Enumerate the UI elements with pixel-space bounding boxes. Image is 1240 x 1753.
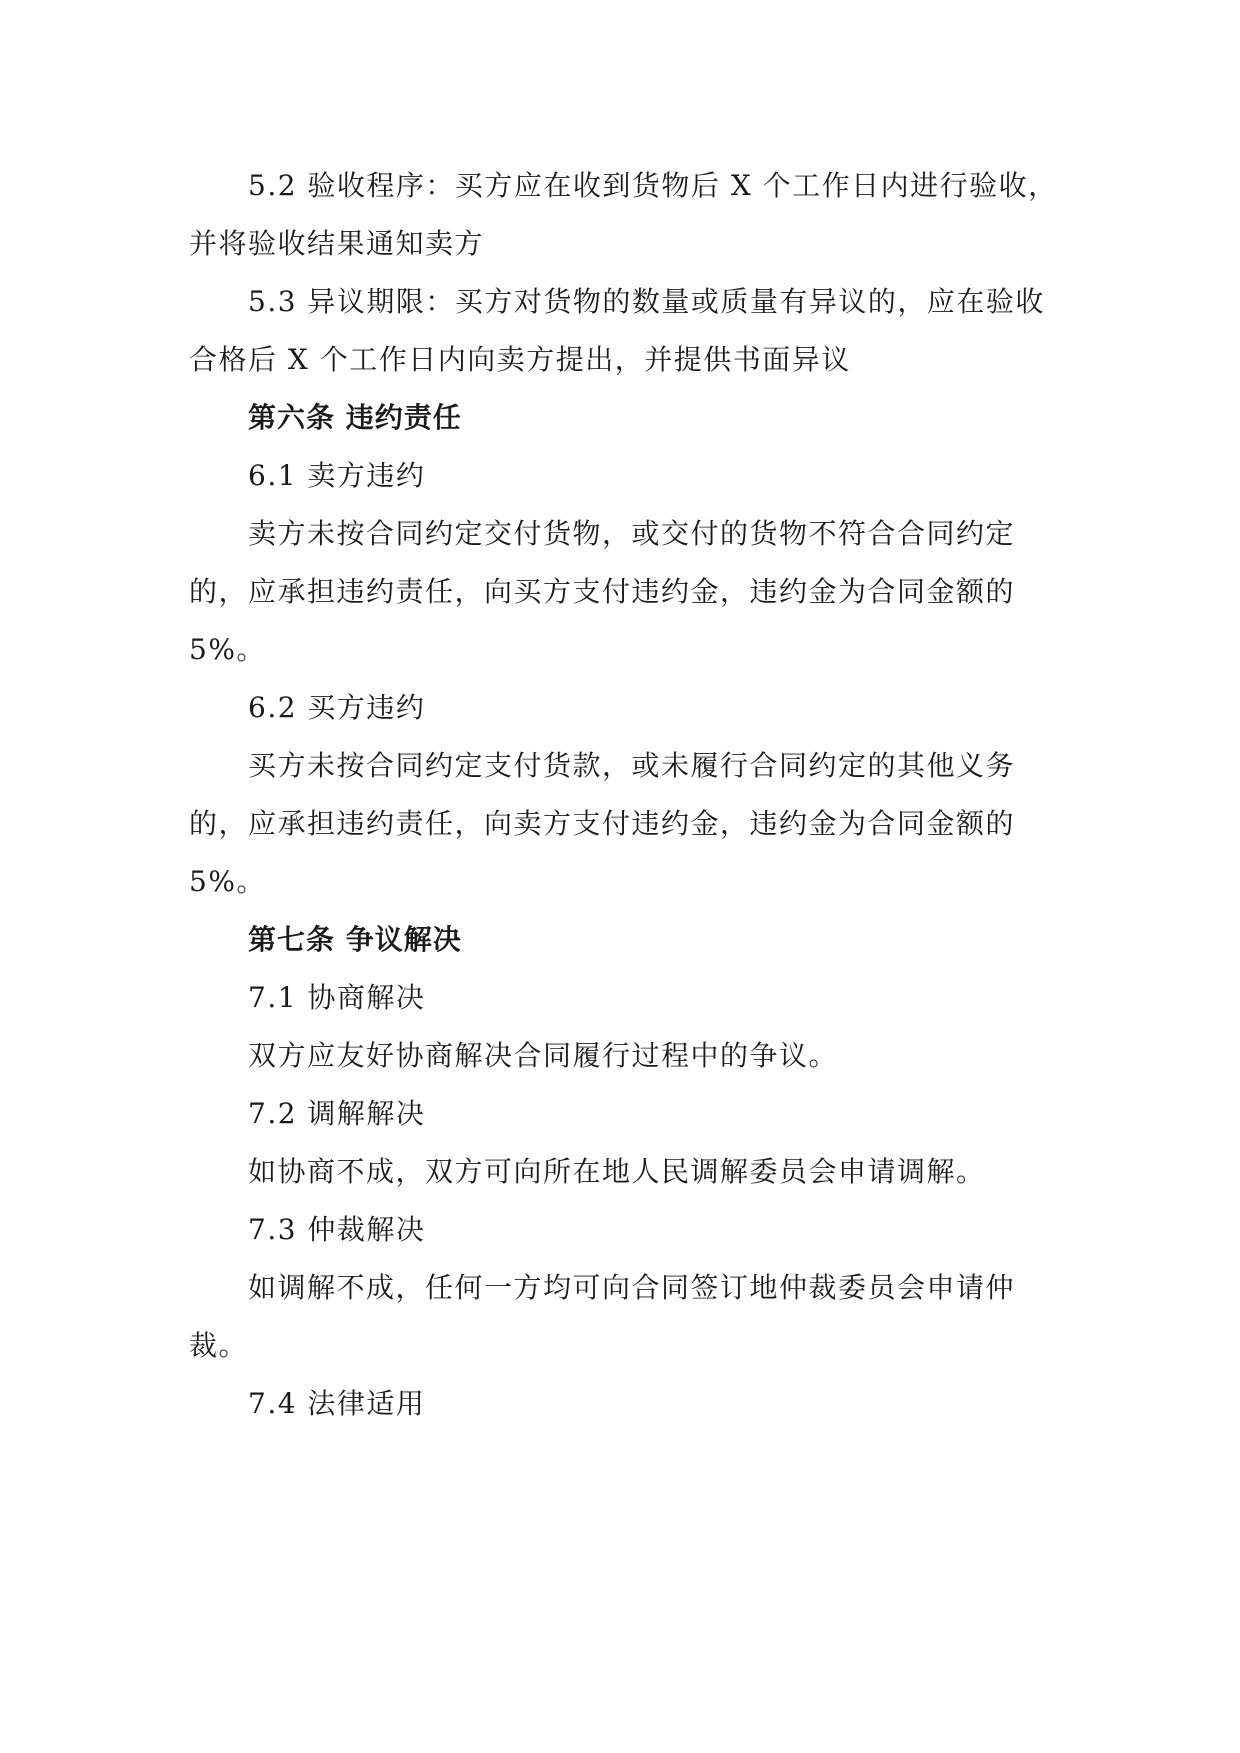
clause-6-2-title: 6.2 买方违约 [248, 691, 426, 724]
clause-6-2-para-line-1: 买方未按合同约定支付货款，或未履行合同约定的其他义务 [248, 749, 1016, 782]
clause-7-1-para: 双方应友好协商解决合同履行过程中的争议。 [248, 1039, 839, 1072]
clause-7-2-para: 如协商不成，双方可向所在地人民调解委员会申请调解。 [248, 1155, 986, 1188]
clause-7-3-para-line-1: 如调解不成，任何一方均可向合同签订地仲裁委员会申请仲 [248, 1271, 1016, 1304]
clause-6-2-para-line-2: 的，应承担违约责任，向卖方支付违约金，违约金为合同金额的 [189, 807, 1016, 840]
clause-5-3-line-1: 5.3 异议期限：买方对货物的数量或质量有异议的，应在验收 [248, 285, 1045, 318]
clause-6-1-para-line-3: 5%。 [189, 633, 266, 666]
clause-7-3-para-line-2: 裁。 [189, 1329, 249, 1362]
clause-6-1-para-line-2: 的，应承担违约责任，向买方支付违约金，违约金为合同金额的 [189, 575, 1016, 608]
clause-6-2-para-line-3: 5%。 [189, 865, 266, 898]
clause-7-2-title: 7.2 调解解决 [248, 1097, 426, 1130]
clause-6-1-para-line-1: 卖方未按合同约定交付货物，或交付的货物不符合合同约定 [248, 517, 1016, 550]
clause-7-1-title: 7.1 协商解决 [248, 981, 426, 1014]
clause-7-4-title: 7.4 法律适用 [248, 1387, 426, 1420]
clause-7-3-title: 7.3 仲裁解决 [248, 1213, 426, 1246]
clause-6-1-title: 6.1 卖方违约 [248, 459, 426, 492]
article-7-heading: 第七条 争议解决 [248, 923, 462, 956]
clause-5-2-line-1: 5.2 验收程序：买方应在收到货物后 X 个工作日内进行验收， [248, 169, 1058, 202]
clause-5-3-line-2: 合格后 X 个工作日内向卖方提出，并提供书面异议 [189, 343, 851, 376]
clause-5-2-line-2: 并将验收结果通知卖方 [189, 227, 485, 260]
article-6-heading: 第六条 违约责任 [248, 401, 462, 434]
